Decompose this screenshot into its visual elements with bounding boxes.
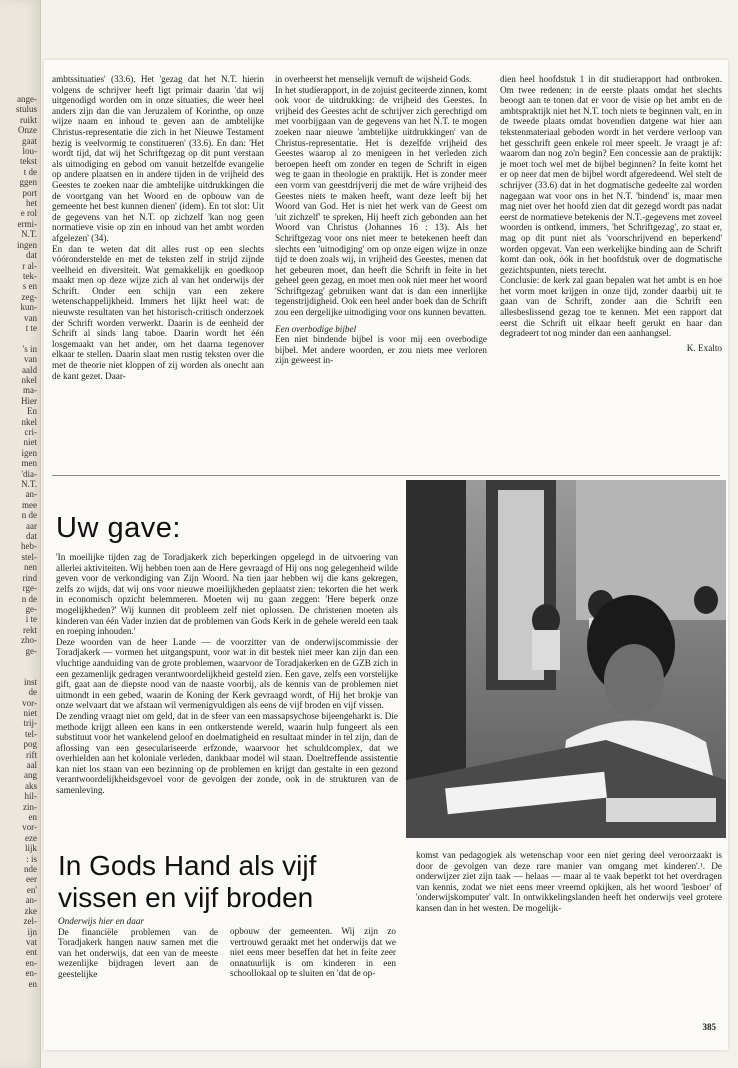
article-column-3 [500,74,722,353]
article-column-2 [275,74,487,366]
paragraph: De zending vraagt niet om geld, dat in de sfeer van een massapsychose bijeengeharkt is. Die methode krijgt alleen een kans in een ontkerstende wereld, waarin hulp fungeert als een substituut voor het wankelend geloof en doelmatigheid en resultaat minder in tel zijn, dan de aflossing van een geseculariseerde erfzonde, waarvoor het schuldcomplex, dat we overhielden aan het koloniale verleden, dankbaar model wil staan. Doeltreffende assistentie kan niet los staan van een bezinning op de problemen en krijgt dan gestalte in een gezond verantwoordelijkheidsgevoel voor de gevolgen der zonde, ook in de strukturen van de samenleving. [56,710,398,796]
paragraph: Een niet bindende bijbel is voor mij een overbodige bijbel. Met andere woorden, er zou niets mee verloren zijn geweest in- [275,334,487,366]
paragraph: En dan te weten dat dit alles rust op een slechts vóóronderstelde en met de teksten zelf in strijd zijnde veelheid en diversiteit. Wat gemakkelijk en goedkoop maakt men op deze wijze zich al van het onderwijs der Schrift. Onder een schijn van een zekere wetenschappelijkheid. Immers het lijkt heel wat: de nieuwste resultaten van het historisch-critisch onderzoek der Schrift worden verwerkt. Daarin is de eenheid der Schrift al sinds lang taboe. Daarin wordt het één losgemaakt van het ander, om het daarna tegenover elkaar te stellen. Daarin slaat men rustig teksten over die met de theorie niet kloppen of zij worden als onecht aan de kant gezet. Daar- [52,243,264,381]
paragraph: Conclusie: de kerk zal gaan bepalen wat het ambt is en hoe het vorm moet krijgen in onze tijd, zonder daarbij uit te gaan van de Schrift, zonder aan die Schrift een allesbeslissend gezag toe te kennen. Met een rapport dat eerst die Schrift uit elkaar heeft gerukt en haar dan degradeert tot nog minder dan een aanhangsel. [500,275,722,339]
uw-gave-body [56,552,398,796]
paragraph: dien heel hoofdstuk 1 in dit studierapport had ontbroken. Om twee redenen: in de eerste plaats omdat het slechts beoogt aan te tonen dat er voor de visie op het ambt en de ambtspraktijk niet het N.T. toch niets te beginnen valt, en in de tweede plaats omdat bovendien datgene wat hier aan tekstenmateriaal geboden wordt in het verdere verloop van het gesschrift geen enkele rol meer speelt. Je vraagt je af: waarom dan nog zo'n begin? Een concessie aan de praktijk: je moet toch wel met de bijbel beginnen? In feite komt het er op neer dat men de bijbel wordt afgeredeend. Wel stelt de schrijver (33.6) dat in het dogmatische gedeelte zal worden nagegaan wat voor ons in het N.T. 'bindend' is, maar men mag niet over het hoofd zien dat dit gezegd wordt pas nadat eerst de normatieve betekenis der N.T.-gegevens met zoveel woorden is ontkend, immers, 'het Schriftgezag', zo staat er, mag op dit punt niet als 'voorschrijvend en beperkend' worden opgevat. Van een werkelijke binding aan de Schrift komt dan ook, óók in het hoofdstuk over de dogmatische gezichtspunten, niets terecht. [500,74,722,275]
paragraph: opbouw der gemeenten. Wij zijn zo vertrouwd geraakt met het onderwijs dat we niet eens meer beseffen dat het in feite zeer onnatuurlijk is om kinderen in een schoollokaal op te sluiten en 'dat de op- [230,926,396,979]
magazine-page [44,60,728,1050]
gods-hand-heading: In Gods Hand als vijf vissen en vijf broden [58,850,317,913]
paragraph: in overheerst het menselijk vernuft de wijsheid Gods. [275,74,472,84]
previous-page-edge [0,0,41,1068]
paragraph: komst van pedagogiek als wetenschap voor een niet gering deel veroorzaakt is door de gevolgen van deze rare manier van omgang met kinderen'.¹. De onderwijzer ziet zijn taak — helaas — maar al te vaak beperkt tot het overdragen van kennis, zodat we niet eens meer vreemd opkijken, als het woord 'lesboer' of 'onderwijskomputer' valt. In ontwikkelingslanden heeft het onderwijs veel grotere kansen dan in het westen. De mogelijk- [416,850,722,913]
paragraph: 'In moeilijke tijden zag de Toradjakerk zich beperkingen opgelegd in de uitvoering van allerlei aktiviteiten. Wij hebben toen aan de Here gevraagd of Hij ons nog gelegenheid wilde geven voor de verkondiging van Zijn Woord. Na tien jaar hebben wij die kans gekregen, zelfs zo wijds, dat wij ons voor nieuwe moeilijkheden geplaatst zien: tekorten die het werk in economisch opzicht belemmeren. Moeten wij nu gaan zeggen: 'Here beperk onze mogelijkheden?' Wij kunnen dit probleem zelf niet oplossen. De christenen moeten als kinderen van één Vader inzien dat de problemen van Gods Kerk in de gehele wereld een taak en roeping inhouden.' [56,552,398,637]
paragraph: In het studierapport, in de zojuist geciteerde zinnen, komt ook voor de uitdrukking: de vrijheid des Geestes. In vrijheid des Geestes acht de schrijver zich gerechtigd om met voorbijgaan van de gegevens van het N.T. te mogen zoeken naar nieuwe 'ambtelijke uitdrukkingen' van de Christus-representatie. Het is dezelfde vrijheid des Geestes waarop al zo menigeen in het verleden zich beroepen heeft om zonder en tegen de Schrift in eigen weg te gaan in theologie en praktijk. Het is zonder meer een vorm van geestdrijverij die met de wáre vrijheid des Geestes niets te maken heeft, want deze leeft bij het Woord van God. Het is niet het werk van de Geest om 'uit zichzelf' te spreken, Hij heeft zich gebonden aan het Woord van Christus (Johannes 16 : 13). Als het Schriftgezag voor ons niet meer te betekenen heeft dan slechts een 'uitnodiging' om op onze eigen wijze in onze tijd te doen zoals wij, in vrijheid des Geestes, menen dat het gebeuren moet, dan heeft die Schrift in feite in het geheel geen gezag, en moet men ook niet meer het woord 'Schriftgezag' gebruiken want dat is dan een innerlijke tegenstrijdigheid. Ook een heel ander boek dan de Schrift zou een dergelijke uitnodiging voor ons kunnen bevatten. [275,84,487,318]
page-number: 385 [702,1022,716,1032]
section-subheading: Onderwijs hier en daar [58,916,145,926]
gods-hand-column-1 [58,916,218,980]
classroom-photo [406,480,726,838]
paragraph: Deze woorden van de heer Lande — de voorzitter van de onderwijscommissie der Toradjakerk — vormen het uitgangspunt, voor wat in dit bestek niet meer kan zijn dan een vluchtige aanduiding van de grote problemen, waarvoor de Toradjakerken en de GZB zich in een gezamenlijk gedragen verantwoordelijkheid gesteld zien. Een gave, zelfs een vorstelijke gift, gaat aan de diepste nood van de naaste voorbij, als de kennis van de problemen niet uitmondt in een gebed, waarin de Koning der Kerk gevraagd wordt, of Hij het brokje van onze welvaart dat we afstaan wil vermenigvuldigen als eens de vijf broden en vijf vissen. [56,636,398,711]
paragraph: De financiële problemen van de Toradjakerk hangen nauw samen met die van het onderwijs, dat een van de meeste wezenlijke bijdragen levert aan de geestelijke [58,926,218,979]
paragraph: ambtssituaties' (33.6). Het 'gezag dat het N.T. hierin volgens de schrijver heeft ligt primair daarin 'dat wij uitgenodigd worden om in onze situaties, die weer heel anders zijn dan die van Jeruzalem of Korinthe, op onze wijze naam en inhoud te geven aan de ambtelijke Christus-representatie die zich in het Nieuwe Testament bezig is veelvormig te constitueren' (33.6). En dan: 'Het wordt tijd, dat wij het Schriftgezag op dit punt verstaan als uitnodiging en gebod om vanuit hetzelfde evangelie op andere plaatsen en in andere tijden in de vrijheid des Geestes te zoeken naar die ambtelijke uitdrukkingen die de voortgang van het Woord en de opbouw van de gemeente het best kunnen dienen' (idem). En tot slot: Uit de gegevens van het N.T. op zichzelf 'kan nog geen normatieve visie op zin en inhoud van het ambt worden afgelezen' (34). [52,74,264,243]
gods-hand-column-2 [230,926,396,979]
classroom-photo-illustration [406,480,726,838]
section-divider [52,475,720,476]
previous-page-text: ange- stulus ruikt Onze gaat lou- tekst t de ggen port het e rol ermi- N.T. ingen dat r al- tek- s en zeg- kun- van t te 's in van aald nkel ma- Hier En nkel cri- niet igen men 'dia- N.T. an- mee n de aar dat heb- stel- nen rind rge- n de ge- i te rekt zho- ge- inst de vor- niet trij- tel- pog rift aal ang aks hil- zin- en vor- eze lijk : is nde eer en' an- zke zel- ijn vat ent en- en- en [15,94,37,989]
section-subheading: Een overbodige bijbel [275,323,357,334]
uw-gave-heading: Uw gave: [56,512,181,544]
gods-hand-column-3 [416,850,722,914]
article-column-1 [52,74,264,381]
author-signature: K. Exalto [686,342,722,353]
